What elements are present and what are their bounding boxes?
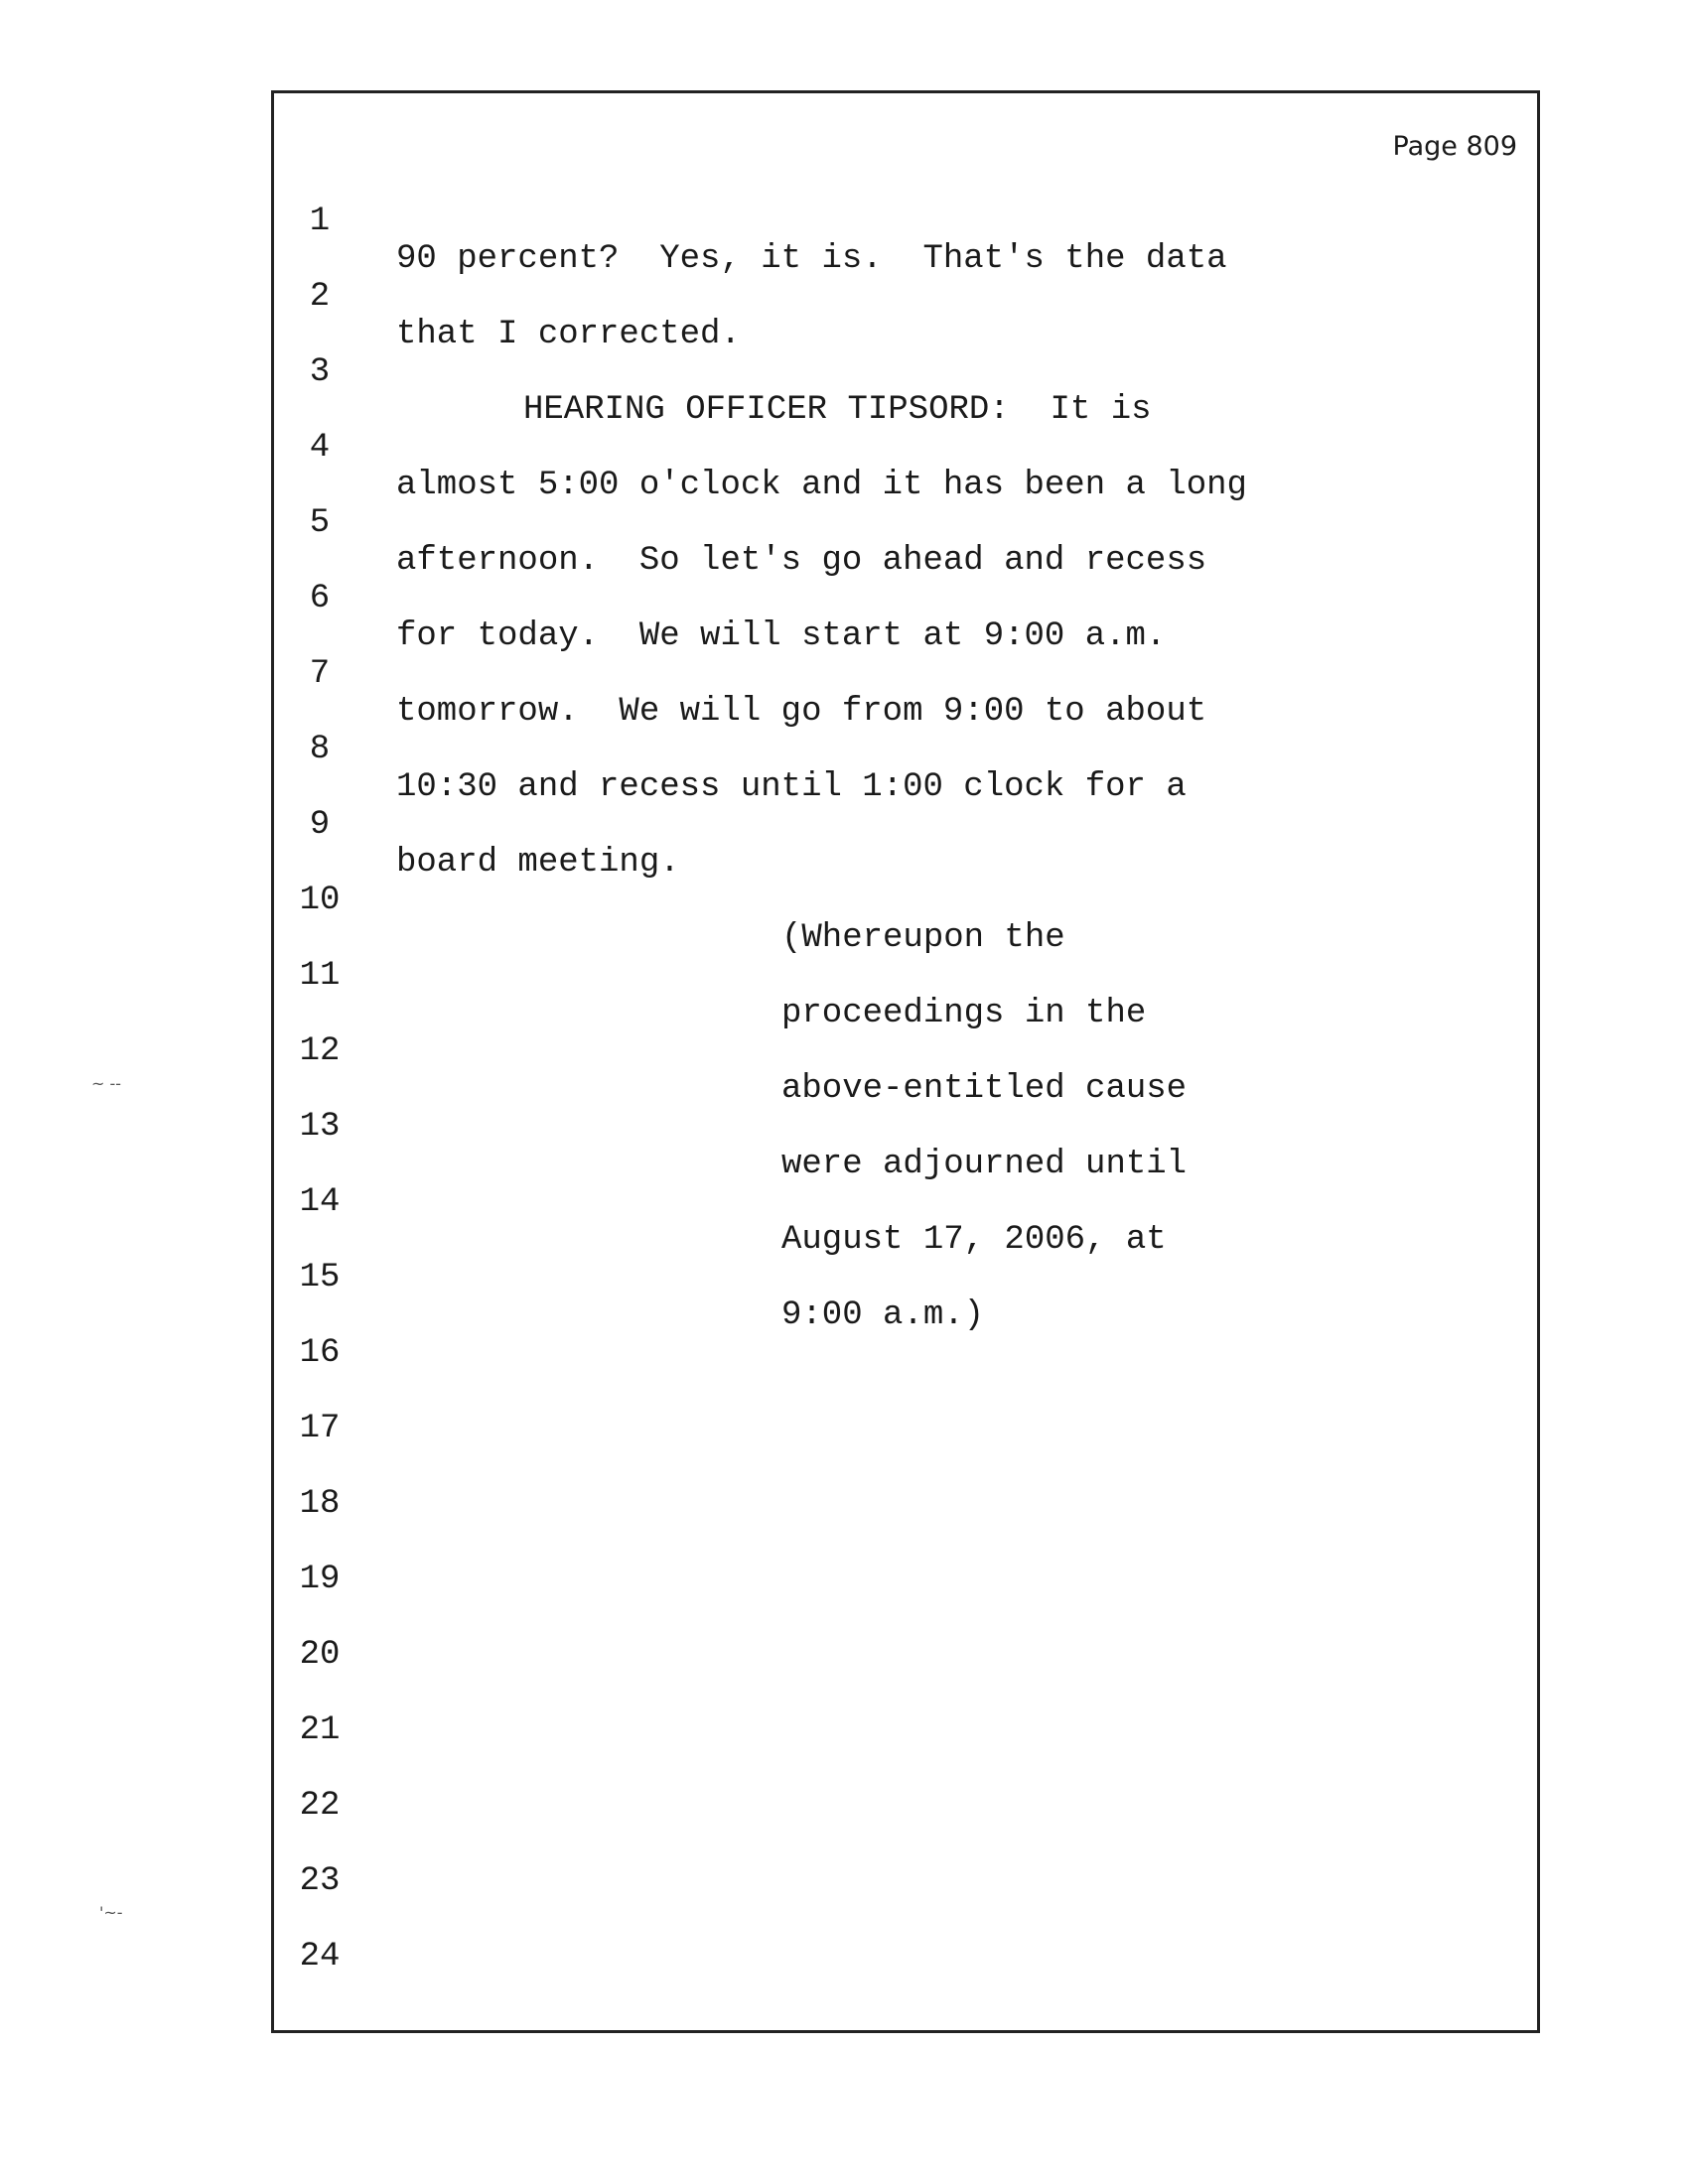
transcript-line [274,1070,1537,1183]
line-text: were adjourned until [781,1146,1188,1183]
line-number: 4 [309,429,331,467]
line-number: 22 [299,1787,341,1825]
line-text: tomorrow. We will go from 9:00 to about [396,693,1207,731]
transcript-line [274,1221,1537,1334]
line-text: proceedings in the [781,995,1147,1032]
line-text: 90 percent? Yes, it is. That's the data [396,240,1227,278]
transcript-line [274,844,1537,957]
line-number: 21 [299,1711,341,1749]
line-number: 7 [309,655,331,693]
transcript-line [274,542,1537,655]
transcript-line [274,1297,1537,1372]
line-number: 20 [299,1636,341,1674]
line-text: that I corrected. [396,316,741,353]
line-number: 17 [299,1410,341,1447]
line-number: 2 [309,278,331,316]
margin-mark-lower: '~- [99,1903,123,1922]
line-text: above-entitled cause [781,1070,1188,1108]
line-number: 8 [309,731,331,768]
line-text: afternoon. So let's go ahead and recess [396,542,1207,580]
line-number: 15 [299,1259,341,1297]
transcript-line [274,1598,1537,1674]
line-text: August 17, 2006, at [781,1221,1167,1259]
line-number: 14 [299,1183,341,1221]
line-number: 10 [299,882,341,919]
transcript-line [274,467,1537,580]
transcript-line [274,240,1537,353]
line-text: board meeting. [396,844,680,882]
transcript-line [274,1372,1537,1447]
transcript-line [274,995,1537,1108]
line-number: 23 [299,1862,341,1900]
transcript-line [274,1825,1537,1900]
transcript-line [274,1146,1537,1259]
margin-mark-upper: ~ -- [91,1074,122,1093]
line-text: for today. We will start at 9:00 a.m. [396,617,1167,655]
transcript-line [274,693,1537,806]
transcript-line [274,919,1537,1032]
line-number: 19 [299,1561,341,1598]
line-number: 24 [299,1938,341,1976]
transcript-line [274,1523,1537,1598]
line-number: 13 [299,1108,341,1146]
line-number: 11 [299,957,341,995]
line-text: 10:30 and recess until 1:00 clock for a [396,768,1187,806]
line-number: 3 [309,353,331,391]
line-number: 6 [309,580,331,617]
line-number: 9 [309,806,331,844]
line-text: almost 5:00 o'clock and it has been a long [396,467,1247,504]
line-text: 9:00 a.m.) [781,1297,985,1334]
transcript-line [274,316,1537,429]
transcript-line [274,768,1537,882]
transcript-line [274,391,1537,504]
line-number: 1 [309,203,331,240]
transcript-line [274,1447,1537,1523]
line-number: 16 [299,1334,341,1372]
line-number: 12 [299,1032,341,1070]
transcript-line [274,1749,1537,1825]
line-text: (Whereupon the [781,919,1065,957]
transcript-page [271,90,1540,2033]
transcript-line [274,617,1537,731]
page-number: Page 809 [1392,131,1517,162]
transcript-line [274,1900,1537,1976]
line-text: HEARING OFFICER TIPSORD: It is [523,391,1152,429]
transcript-line [274,165,1537,278]
line-number: 18 [299,1485,341,1523]
line-number: 5 [309,504,331,542]
transcript-line [274,1674,1537,1749]
